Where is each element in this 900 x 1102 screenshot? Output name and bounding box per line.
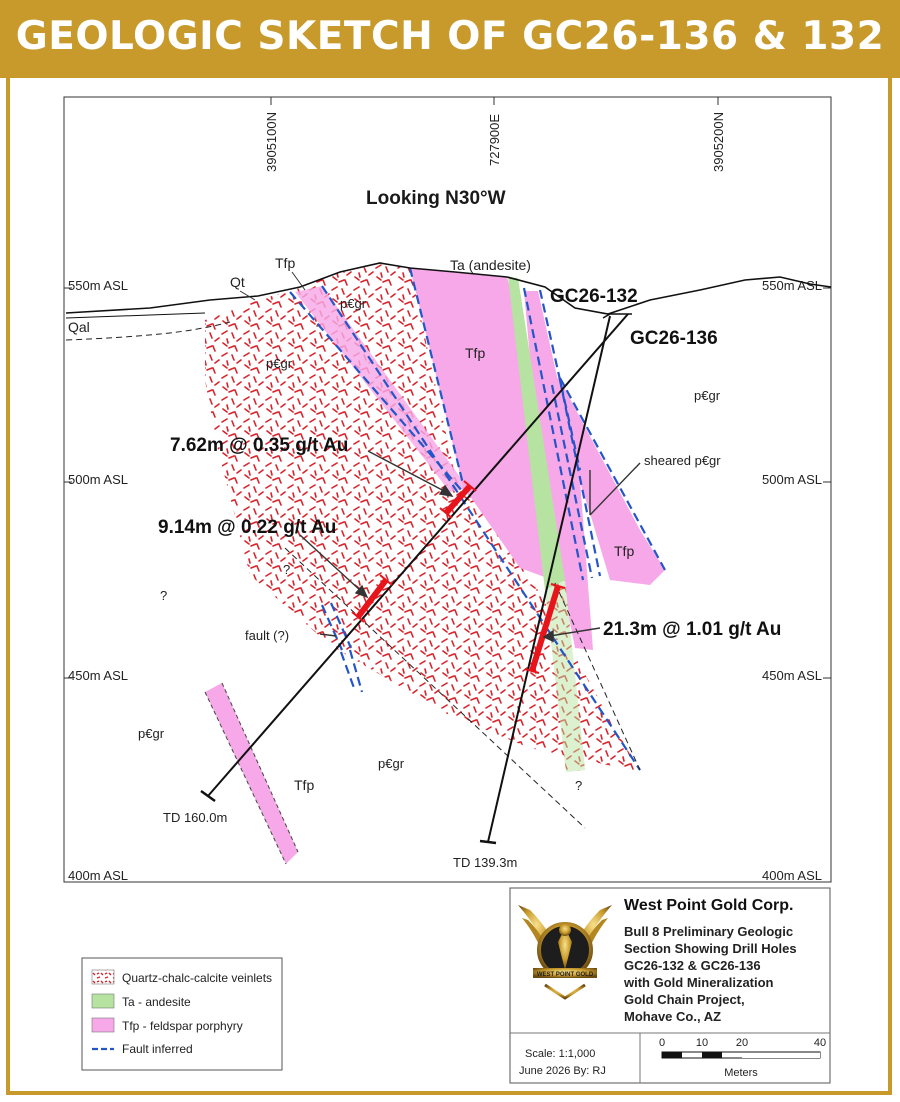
elev-450-right: 450m ASL: [762, 668, 822, 683]
page-title: GEOLOGIC SKETCH OF GC26-136 & 132: [15, 14, 885, 59]
scale-tick-10: 10: [695, 1037, 709, 1049]
unit-label-sheared: sheared p€gr: [644, 453, 721, 468]
unit-label-qal: Qal: [68, 319, 90, 335]
elev-500-left: 500m ASL: [68, 472, 128, 487]
legend-swatch-porphyry: [92, 1018, 114, 1032]
easting-center-label: 727900E: [487, 113, 502, 166]
question-mark-1: ?: [283, 562, 291, 577]
northing-right-label: 3905200N: [711, 112, 726, 172]
title-line-6: Mohave Co., AZ: [624, 1009, 722, 1024]
date-author-text: June 2026 By: RJ: [519, 1065, 606, 1077]
svg-text:WEST POINT GOLD: WEST POINT GOLD: [536, 972, 594, 978]
unit-label-pcgr-top: p€gr: [340, 296, 367, 311]
legend-swatch-veinlets: [92, 970, 114, 984]
legend-label-veinlets: Quartz-chalc-calcite veinlets: [122, 971, 273, 985]
legend-label-porphyry: Tfp - feldspar porphyry: [122, 1019, 243, 1033]
unit-label-fault: fault (?): [245, 628, 290, 643]
unit-label-pcgr-lower-left: p€gr: [138, 726, 165, 741]
unit-label-pcgr-left: p€gr: [266, 356, 293, 371]
scale-bar: [662, 1052, 820, 1058]
question-mark-2: ?: [160, 588, 168, 603]
elev-400-right: 400m ASL: [762, 868, 822, 883]
legend-label-andesite: Ta - andesite: [122, 995, 191, 1009]
title-line-3: GC26-132 & GC26-136: [624, 958, 761, 973]
company-name: West Point Gold Corp.: [624, 897, 794, 914]
intercept-label-1: 7.62m @ 0.35 g/t Au: [170, 435, 349, 456]
view-direction: Looking N30°W: [366, 188, 506, 209]
title-line-4: with Gold Mineralization: [624, 975, 774, 990]
elev-550-right: 550m ASL: [762, 278, 822, 293]
elev-450-left: 450m ASL: [68, 668, 128, 683]
drillhole-gc26-136-td: TD 139.3m: [453, 855, 518, 870]
qal-contact: [66, 313, 205, 318]
drillhole-gc26-132-td: TD 160.0m: [163, 810, 228, 825]
unit-label-tfp-sheared: Tfp: [614, 543, 635, 559]
elev-500-right: 500m ASL: [762, 472, 822, 487]
title-line-1: Bull 8 Preliminary Geologic: [624, 924, 794, 939]
unit-label-tfp-dike: Tfp: [294, 777, 315, 793]
scale-tick-20: 20: [735, 1037, 749, 1049]
unit-label-andesite: Ta (andesite): [450, 257, 531, 273]
question-mark-3: ?: [575, 778, 583, 793]
scale-tick-40: 40: [813, 1037, 827, 1049]
legend-swatch-andesite: [92, 994, 114, 1008]
intercept-label-2: 9.14m @ 0.22 g/t Au: [158, 517, 337, 538]
drillhole-gc26-132-label: GC26-132: [550, 286, 638, 307]
northing-left-label: 3905100N: [264, 112, 279, 172]
legend-label-fault: Fault inferred: [122, 1042, 193, 1056]
intercept-label-3: 21.3m @ 1.01 g/t Au: [603, 619, 782, 640]
unit-label-qt: Qt: [230, 274, 245, 290]
drillhole-gc26-136-label: GC26-136: [630, 328, 718, 349]
title-line-2: Section Showing Drill Holes: [624, 941, 797, 956]
elev-400-left: 400m ASL: [68, 868, 128, 883]
unit-label-tfp-top: Tfp: [275, 255, 296, 271]
unit-label-pcgr-right: p€gr: [694, 388, 721, 403]
title-line-5: Gold Chain Project,: [624, 992, 745, 1007]
unit-label-pcgr-bottom: p€gr: [378, 756, 405, 771]
scale-text: Scale: 1:1,000: [525, 1048, 596, 1060]
unit-label-tfp-main: Tfp: [465, 345, 486, 361]
elev-550-left: 550m ASL: [68, 278, 128, 293]
scale-tick-0: 0: [658, 1037, 666, 1049]
scale-units: Meters: [724, 1067, 758, 1079]
